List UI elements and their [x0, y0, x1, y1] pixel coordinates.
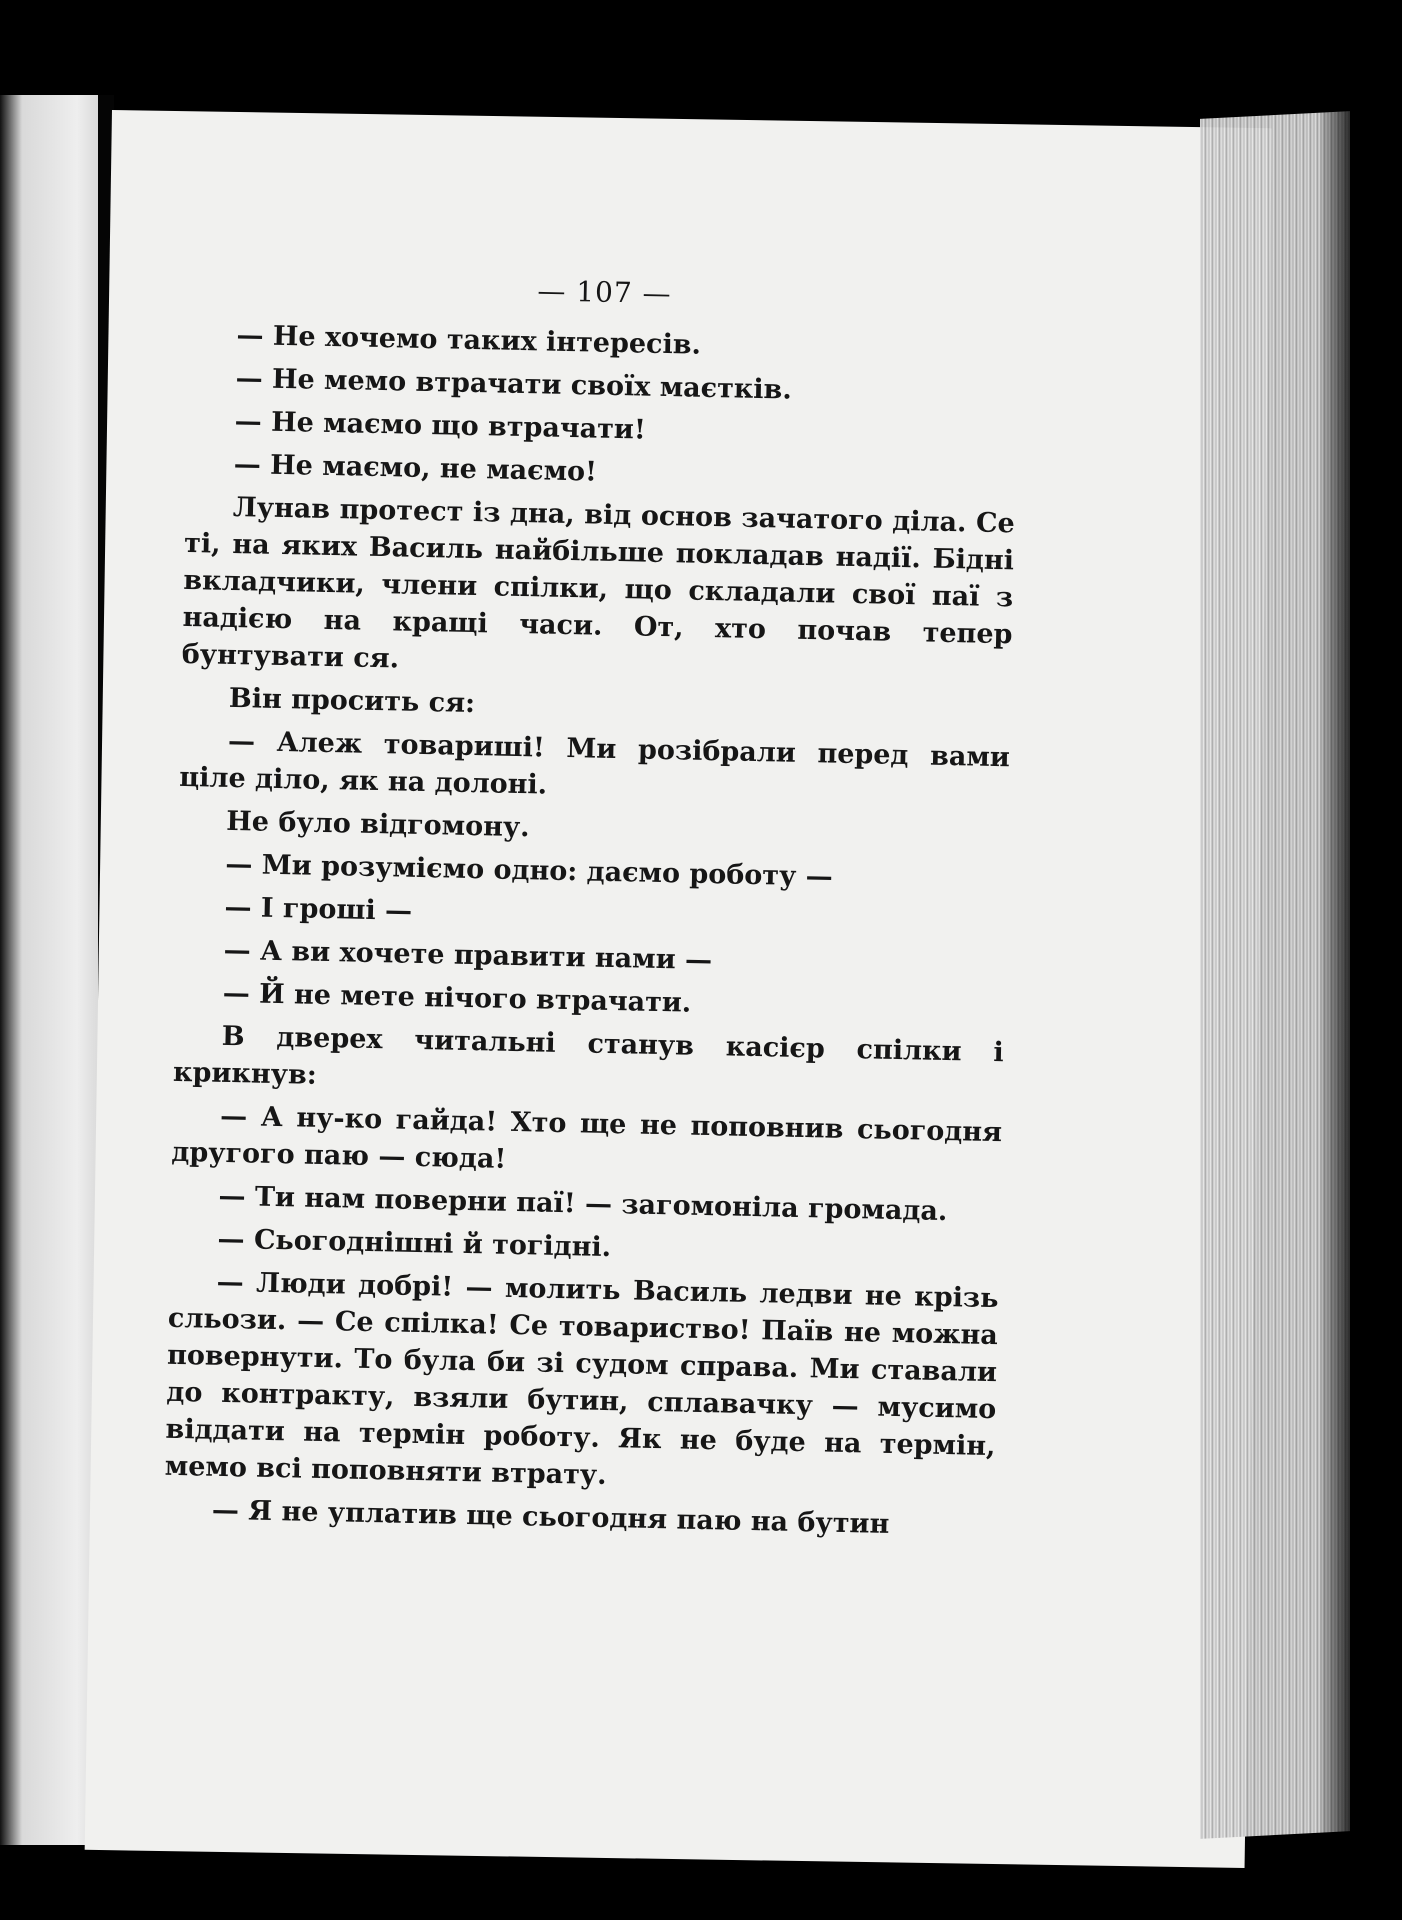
text-paragraph: — Алеж товариші! Ми розібрали перед вами ціле діло, як на долоні.: [178, 725, 1011, 801]
page-number: — 107 —: [537, 274, 672, 311]
text-paragraph: Лунав протест із дна, від основ зачатого діла. Се ті, на яких Василь найбільше покладав надії. Бідні вкладчики, члени спілки, що складали свої паї з надією на кращі часи. От, хто почав тепер бунтувати ся.: [181, 491, 1016, 675]
text-paragraph: — Й не мете нічого втрачати.: [222, 977, 692, 1019]
page-edges-shadow: [1320, 99, 1360, 1841]
text-line: — Не мемо втрачати своїх маєтків.: [235, 362, 793, 406]
text-paragraph: — Ми розуміємо одно: даємо роботу —: [225, 848, 834, 893]
text-paragraph: — Люди добрі! — молить Василь ледви не крізь сльози. — Се спілка! Се товариство! Паїв не можна повернути. То була би зі судом справа. Ми ставали до контракту, взяли бутин, сплавачку — мусимо віддати на термін роботу. Як не буде на термін, мемо всі поповняти втрату.: [164, 1266, 999, 1491]
text-paragraph: В дверех читальні станув касієр спілки і крикнув:: [172, 1020, 1005, 1091]
text-paragraph: — А ну-ко гайда! Хто ще не поповнив сьогодня другого паю — сюда!: [171, 1100, 1003, 1175]
text-paragraph: — Ти нам поверни паї! — загомоніла громада.: [218, 1180, 948, 1228]
text-paragraph: — А ви хочете правити нами —: [223, 934, 713, 977]
page-text: [163, 265, 1019, 1551]
text-line: — Не маємо, не маємо!: [233, 448, 598, 488]
text-paragraph: — Сьогоднішні й тогідні.: [217, 1223, 612, 1264]
text-paragraph: Він просить ся:: [228, 682, 476, 720]
text-paragraph: — Я не уплатив ще сьогодня паю на бутин: [211, 1494, 890, 1540]
text-line: — Не хочемо таких інтересів.: [236, 319, 702, 361]
text-line: — Не маємо що втрачати!: [234, 405, 647, 446]
text-paragraph: — І гроші —: [224, 891, 413, 927]
text-paragraph: Не було відгомону.: [226, 805, 530, 844]
